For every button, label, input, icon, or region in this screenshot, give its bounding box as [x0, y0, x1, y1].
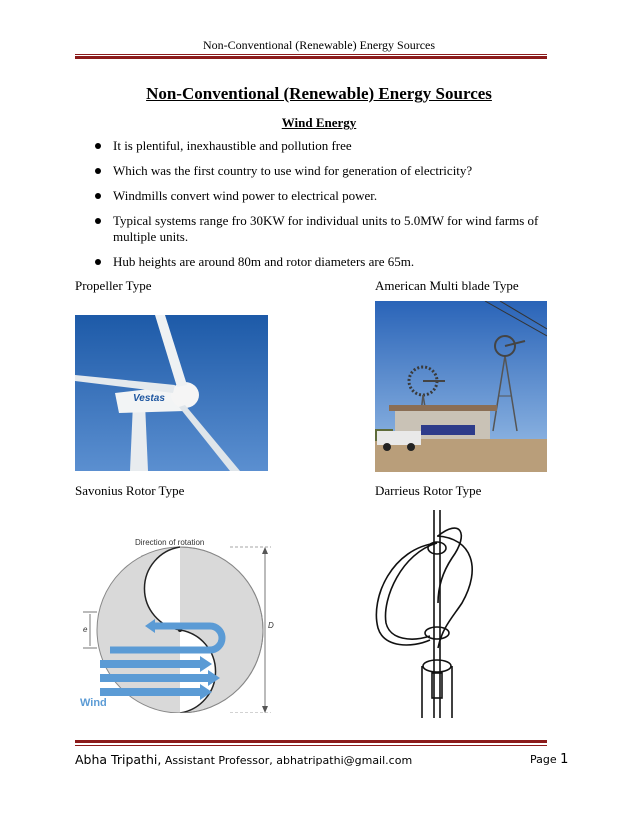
list-item [95, 213, 555, 245]
page-title: Non-Conventional (Renewable) Energy Sources [146, 84, 492, 103]
american-multiblade-image [375, 301, 547, 472]
propeller-turbine-image [75, 315, 268, 471]
direction-of-rotation-label: Direction of rotation [135, 538, 205, 547]
header-rule-thick [75, 56, 547, 59]
author-details: Assistant Professor, abhatripathi@gmail.com [161, 754, 413, 767]
bullet-icon [95, 218, 101, 224]
savonius-rotor-label: Savonius Rotor Type [75, 483, 185, 498]
wind-label: Wind [80, 697, 107, 709]
bullet-icon [95, 259, 101, 265]
bullet-icon [95, 168, 101, 174]
page-number [530, 752, 568, 767]
list-item-text: Hub heights are around 80m and rotor diameters are 65m. [113, 254, 415, 269]
author-name: Abha Tripathi, [75, 752, 162, 767]
footer-author [75, 752, 412, 767]
bullet-icon [95, 143, 101, 149]
darrieus-rotor-drawing [372, 508, 492, 718]
page-label: Page [530, 753, 561, 766]
american-multiblade-label: American Multi blade Type [375, 278, 519, 293]
footer-rule-thin [75, 745, 547, 746]
list-item [95, 138, 555, 154]
header-rule-thin [75, 54, 547, 55]
running-title: Non-Conventional (Renewable) Energy Sources [202, 38, 436, 52]
list-item-text: Windmills convert wind power to electrical power. [113, 188, 378, 203]
footer-rule-thick [75, 740, 547, 743]
turbine-logo-text: Vestas [133, 393, 165, 404]
page-number-value: 1 [560, 752, 569, 767]
list-item-text: It is plentiful, inexhaustible and pollution free [113, 138, 352, 153]
list-item-text: Which was the first country to use wind for generation of electricity? [113, 163, 473, 178]
darrieus-rotor-label: Darrieus Rotor Type [375, 483, 482, 498]
savonius-rotor-diagram [75, 528, 285, 713]
list-item [95, 254, 555, 270]
section-subtitle: Wind Energy [281, 115, 357, 130]
list-item [95, 188, 555, 204]
d-dimension-label: D [268, 621, 274, 630]
propeller-type-label: Propeller Type [75, 278, 152, 293]
list-item-text: Typical systems range fro 30KW for individual units to 5.0MW for wind farms of multiple units. [113, 213, 539, 244]
e-dimension-label: e [83, 625, 88, 634]
list-item [95, 163, 555, 179]
bullet-list [95, 138, 555, 279]
bullet-icon [95, 193, 101, 199]
